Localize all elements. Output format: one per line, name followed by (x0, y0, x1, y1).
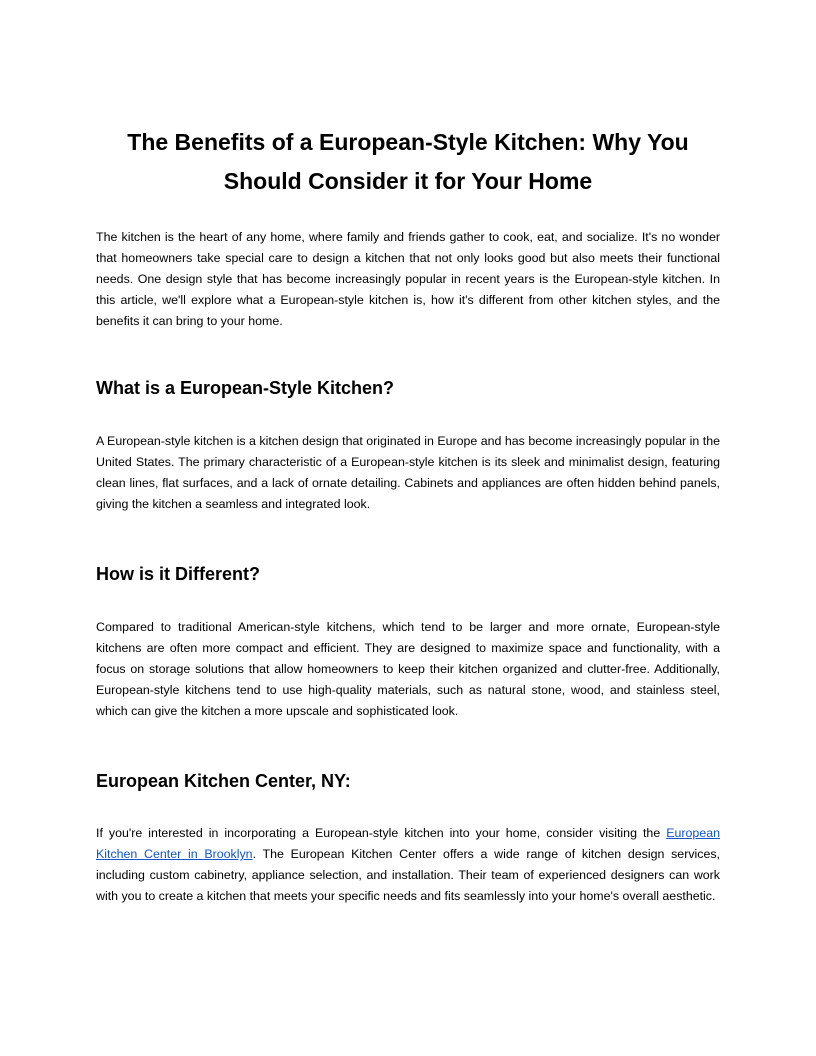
document-title: The Benefits of a European-Style Kitchen: Why You Should Consider it for Your Home (127, 129, 689, 194)
body-text-before-link: If you're interested in incorporating a European-style kitchen into your home, consider visiting the (96, 826, 667, 840)
section-heading-kitchen-center: European Kitchen Center, NY: (96, 771, 351, 791)
section-body-kitchen-center (96, 823, 720, 907)
european-kitchen-center-link[interactable]: European Kitchen Center in Brooklyn (96, 826, 720, 861)
section-body-how-different: Compared to traditional American-style kitchens, which tend to be larger and more ornate, European-style kitchens are often more compact and efficient. They are designed to maximize space and functionality, with a focus on storage solutions that allow homeowners to keep their kitchen organized and clutter-free. Additionally, European-style kitchens tend to use high-quality materials, such as natural stone, wood, and stainless steel, which can give the kitchen a more upscale and sophisticated look. (96, 620, 720, 718)
body-text-after-link: . The European Kitchen Center offers a wide range of kitchen design services, including custom cabinetry, appliance selection, and installation. Their team of experienced designers can work with you to create a kitchen that meets your specific needs and fits seamlessly into your home's overall aesthetic. (96, 847, 720, 903)
intro-paragraph: The kitchen is the heart of any home, where family and friends gather to cook, eat, and socialize. It's no wonder that homeowners take special care to design a kitchen that not only looks good but also meets their functional needs. One design style that has become increasingly popular in recent years is the European-style kitchen. In this article, we'll explore what a European-style kitchen is, how it's different from other kitchen styles, and the benefits it can bring to your home. (96, 230, 720, 328)
section-heading-what-is: What is a European-Style Kitchen? (96, 378, 395, 398)
section-heading-how-different: How is it Different? (96, 564, 261, 584)
section-body-what-is: A European-style kitchen is a kitchen design that originated in Europe and has become increasingly popular in the United States. The primary characteristic of a European-style kitchen is its sleek and minimalist design, featuring clean lines, flat surfaces, and a lack of ornate detailing. Cabinets and appliances are often hidden behind panels, giving the kitchen a seamless and integrated look. (96, 434, 720, 511)
